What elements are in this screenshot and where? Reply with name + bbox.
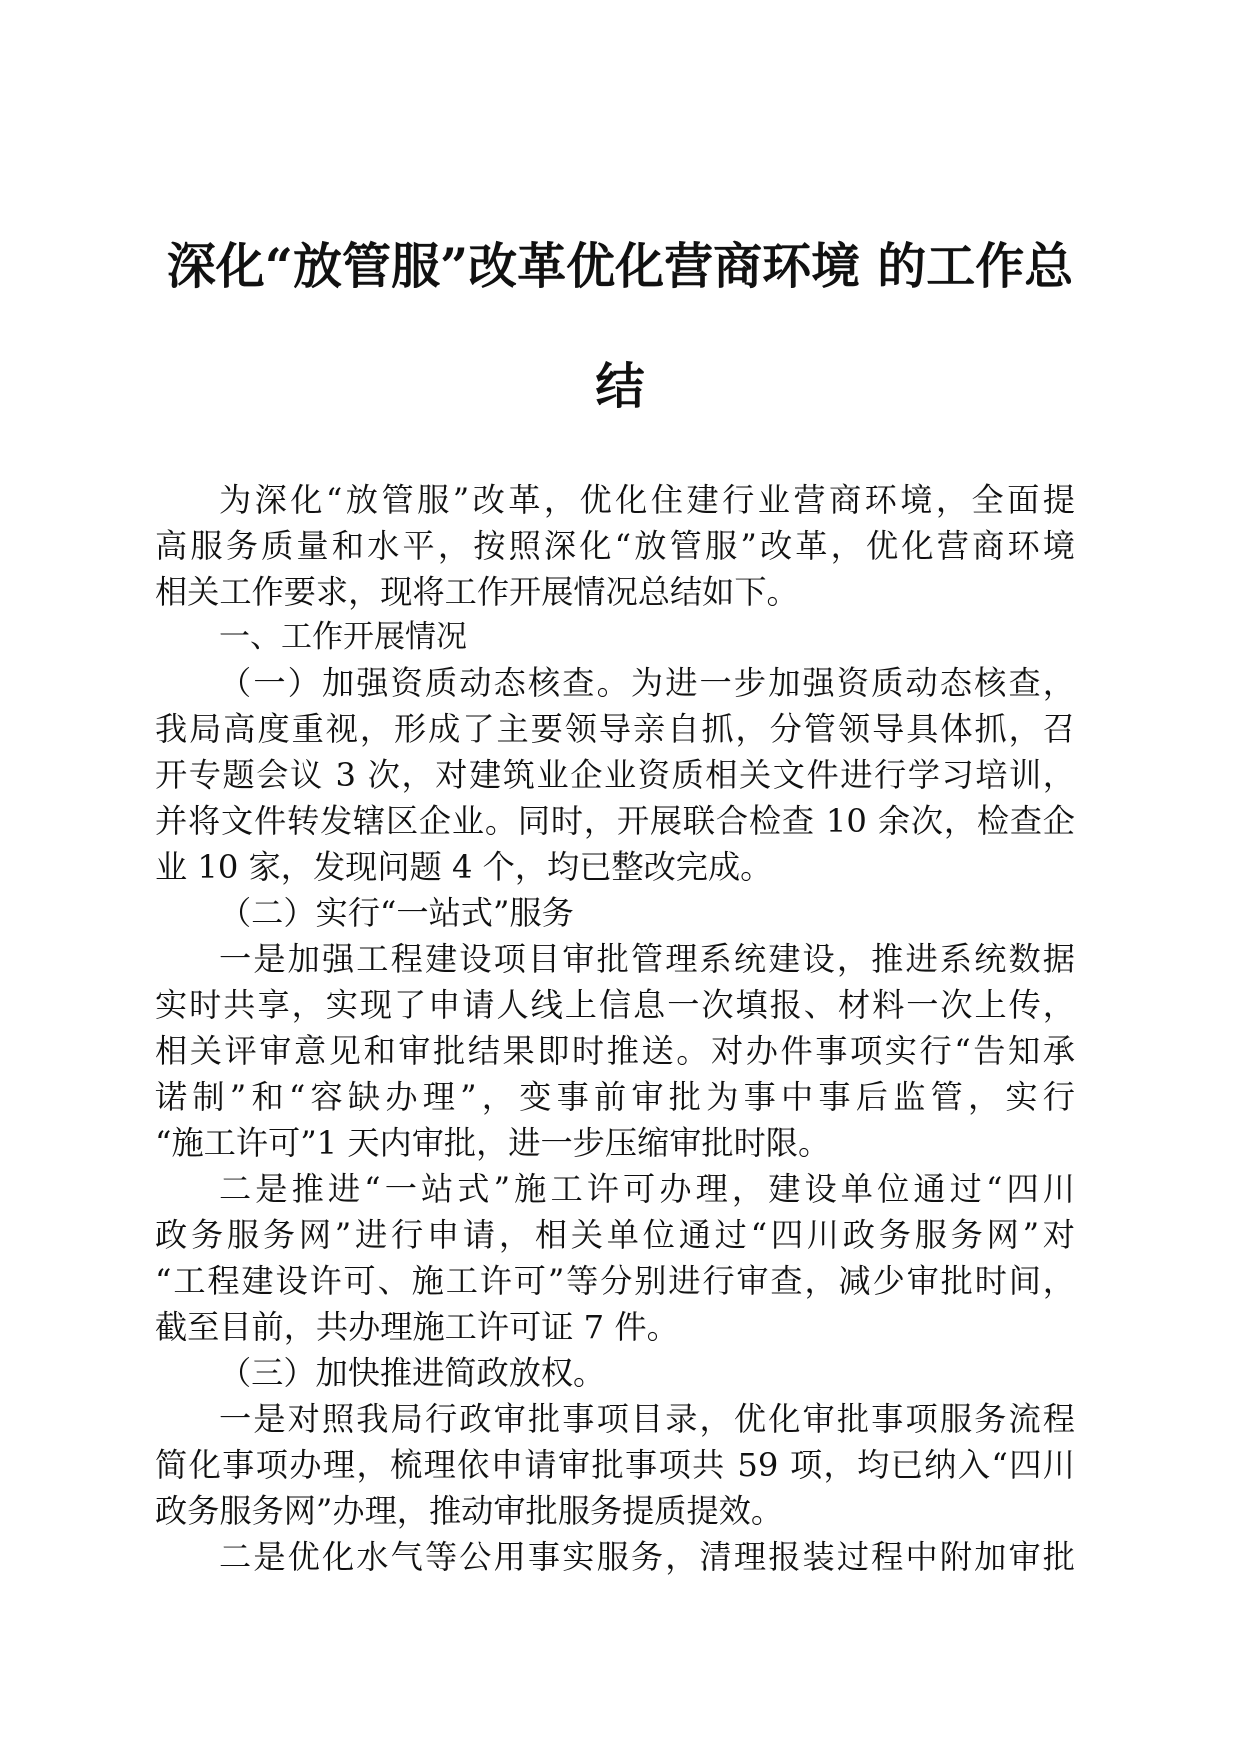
body-line: 并将文件转发辖区企业。同时，开展联合检查 10 余次，检查企	[155, 802, 1075, 840]
document-title-line-2: 结	[595, 357, 645, 415]
body-line: 诺制”和“容缺办理”，变事前审批为事中事后监管，实行	[155, 1078, 1075, 1116]
body-line: 一是加强工程建设项目审批管理系统建设，推进系统数据	[219, 940, 1075, 978]
body-line: 相关评审意见和审批结果即时推送。对办件事项实行“告知承	[155, 1032, 1075, 1070]
body-line: 开专题会议 3 次，对建筑业企业资质相关文件进行学习培训，	[155, 756, 1075, 794]
body-line: “施工许可”1 天内审批，进一步压缩审批时限。	[155, 1124, 831, 1162]
body-line: 我局高度重视，形成了主要领导亲自抓，分管领导具体抓，召	[155, 710, 1075, 748]
body-line: 二是推进“一站式”施工许可办理，建设单位通过“四川	[219, 1170, 1075, 1208]
body-line: 为深化“放管服”改革，优化住建行业营商环境，全面提	[219, 481, 1075, 519]
body-line: 政务服务网”进行申请，相关单位通过“四川政务服务网”对	[155, 1216, 1075, 1254]
body-line: 高服务质量和水平，按照深化“放管服”改革，优化营商环境	[155, 527, 1075, 565]
section-heading: 一、工作开展情况	[219, 619, 467, 655]
body-line: 二是优化水气等公用事实服务，清理报装过程中附加审批	[219, 1538, 1075, 1576]
subsection-heading: （三）加快推进简政放权。	[219, 1354, 606, 1392]
body-line: 简化事项办理，梳理依申请审批事项共 59 项，均已纳入“四川	[155, 1446, 1075, 1484]
subsection-line: （一）加强资质动态核查。为进一步加强资质动态核查，	[219, 664, 1075, 702]
body-line: 业 10 家，发现问题 4 个，均已整改完成。	[155, 848, 773, 886]
subsection-heading: （二）实行“一站式”服务	[219, 894, 574, 932]
body-line: 一是对照我局行政审批事项目录，优化审批事项服务流程	[219, 1400, 1075, 1438]
body-line: 政务服务网”办理，推动审批服务提质提效。	[155, 1492, 784, 1530]
body-line: 截至目前，共办理施工许可证 7 件。	[155, 1308, 679, 1346]
body-line: “工程建设许可、施工许可”等分别进行审查，减少审批时间，	[155, 1262, 1075, 1300]
body-line: 相关工作要求，现将工作开展情况总结如下。	[155, 573, 799, 611]
document-title-line-1: 深化“放管服”改革优化营商环境 的工作总	[166, 237, 1074, 295]
body-line: 实时共享，实现了申请人线上信息一次填报、材料一次上传，	[155, 986, 1075, 1024]
